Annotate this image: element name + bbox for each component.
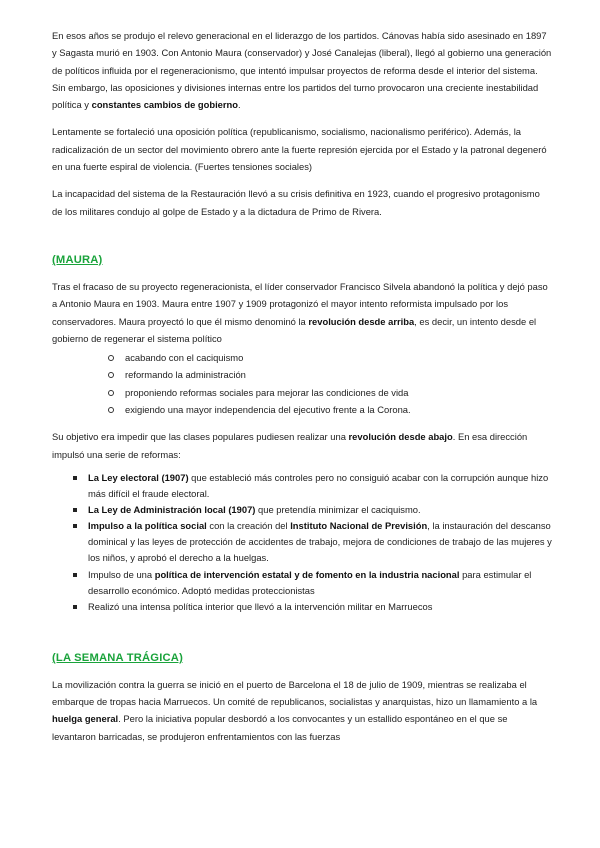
- intro-paragraph-2: Lentamente se fortaleció una oposición política (republicanismo, socialismo, nacionalismo periférico). Además, la radicalización de un sector del movimiento obrero ante la fuerte represión ejercida por el Estado y la patronal degeneró en una fuerte espiral de violencia. (Fuertes tensiones sociales): [52, 126, 547, 173]
- maura-paragraph-1: Tras el fracaso de su proyecto regeneracionista, el líder conservador Francisco Silvela abandonó la política y dejó paso a Antonio Maura en 1903. Maura entre 1907 y 1909 protagonizó el mayor intento reformista impulsado por los conservadores. Maura proyectó lo que él mismo denominó la revolución desde arriba, es decir, un intento desde el gobierno de regenerar el sistema político: [52, 280, 548, 344]
- bold-phrase: revolución desde abajo: [348, 431, 453, 443]
- list-item: La Ley de Administración local (1907) que pretendía minimizar el caciquismo.: [72, 502, 552, 518]
- list-item: Realizó una intensa política interior que llevó a la intervención militar en Marruecos: [72, 599, 552, 615]
- section-heading-semana-tragica: (LA SEMANA TRÁGICA): [52, 651, 183, 664]
- list-item: La Ley electoral (1907) que estableció más controles pero no consiguió acabar con la corrupción aunque hizo más difícil el fraude electoral.: [72, 470, 552, 502]
- list-item: acabando con el caciquismo: [108, 349, 552, 366]
- list-item: Impulso de una política de intervención estatal y de fomento en la industria nacional para estimular el desarrollo económico. Adoptó medidas proteccionistas: [72, 567, 552, 599]
- intro-paragraph-3: La incapacidad del sistema de la Restauración llevó a su crisis definitiva en 1923, cuando el progresivo protagonismo de los militares condujo al golpe de Estado y a la dictadura de Primo de Rivera.: [52, 188, 540, 217]
- bold-phrase: huelga general: [52, 713, 119, 725]
- list-item: reformando la administración: [108, 366, 552, 383]
- bold-phrase: constantes cambios de gobierno: [91, 99, 238, 111]
- maura-paragraph-2: Su objetivo era impedir que las clases populares pudiesen realizar una revolución desde abajo. En esa dirección impulsó una serie de reformas:: [52, 431, 528, 460]
- section-heading-maura: (MAURA): [52, 253, 103, 266]
- maura-reforms-list: [72, 470, 552, 615]
- list-item: proponiendo reformas sociales para mejorar las condiciones de vida: [108, 384, 552, 401]
- document-content: [52, 27, 552, 745]
- intro-paragraph-1: En esos años se produjo el relevo generacional en el liderazgo de los partidos. Cánovas había sido asesinado en 1897 y Sagasta murió en 1903. Con Antonio Maura (conservador) y José Canalejas (liberal), llegó al gobierno una generación de políticos influida por el regeneracionismo, que intentó impulsar proyectos de reforma desde el interior del sistema. Sin embargo, las oposiciones y divisiones internas entre los partidos del turno provocaron una creciente inestabilidad política y constantes cambios de gobierno.: [52, 30, 552, 111]
- bold-phrase: revolución desde arriba: [308, 315, 415, 327]
- list-item: exigiendo una mayor independencia del ejecutivo frente a la Corona.: [108, 401, 552, 418]
- maura-aims-list: [108, 349, 552, 418]
- list-item: Impulso a la política social con la creación del Instituto Nacional de Previsión, la instauración del descanso dominical y las leyes de protección de accidentes de trabajo, mejora de condiciones de trabajo de las mujeres y los niños, y aprobó el derecho a la huelgas.: [72, 518, 552, 566]
- semana-paragraph-1: La movilización contra la guerra se inició en el puerto de Barcelona el 18 de julio de 1909, mientras se realizaba el embarque de tropas hacia Marruecos. Un comité de republicanos, socialistas y anarquistas, hizo un llamamiento a la huelga general. Pero la iniciativa popular desbordó a los convocantes y un estallido espontáneo en el que se levantaron barricadas, se produjeron enfrentamientos con las fuerzas: [52, 678, 538, 742]
